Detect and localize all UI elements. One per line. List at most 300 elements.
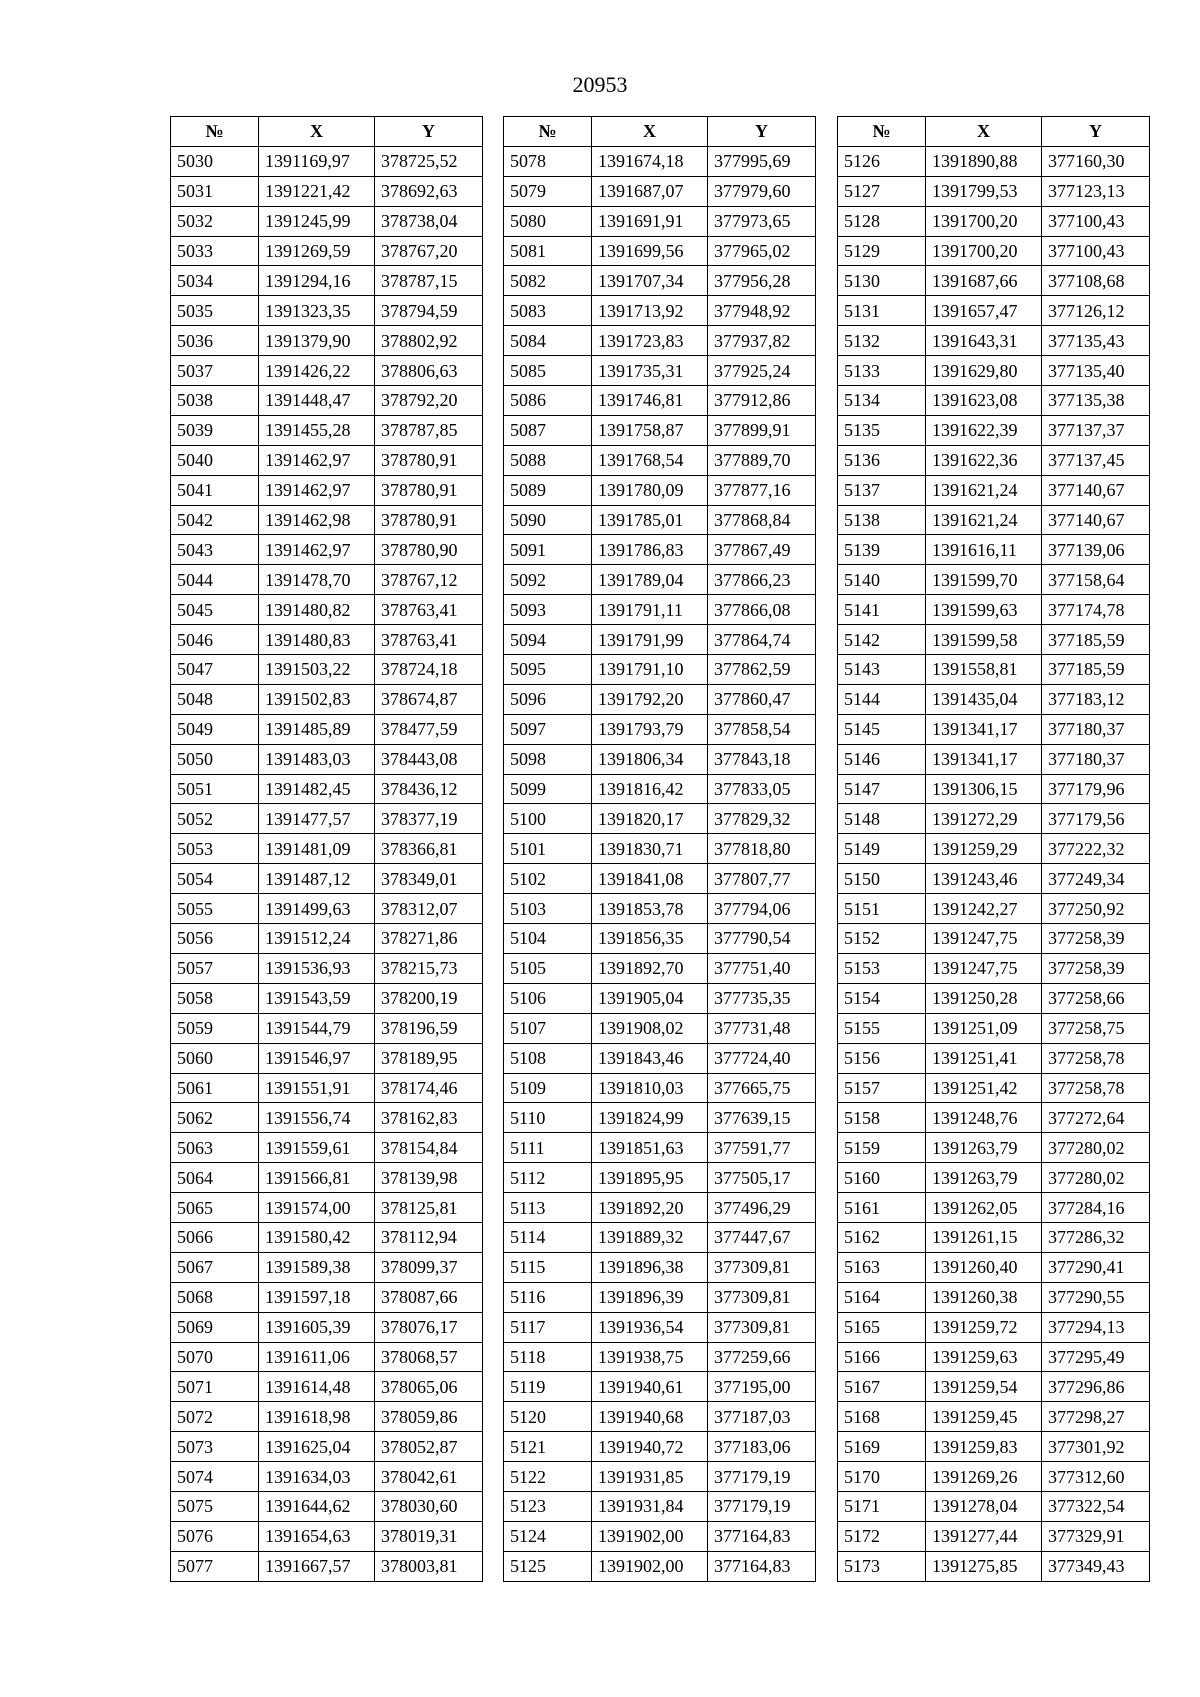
- point-number-cell: 5110: [504, 1103, 592, 1133]
- point-number-cell: 5114: [504, 1222, 592, 1252]
- point-number-cell: 5049: [171, 714, 259, 744]
- x-coordinate-cell: 1391559,61: [259, 1133, 375, 1163]
- y-coordinate-cell: 377284,16: [1042, 1193, 1150, 1223]
- y-coordinate-cell: 378794,59: [375, 296, 483, 326]
- y-coordinate-cell: 377877,16: [708, 475, 816, 505]
- point-number-cell: 5136: [838, 445, 926, 475]
- table-row: [171, 1372, 483, 1402]
- x-coordinate-cell: 1391275,85: [926, 1551, 1042, 1581]
- table-row: [504, 1312, 816, 1342]
- y-coordinate-cell: 378200,19: [375, 983, 483, 1013]
- y-coordinate-cell: 377591,77: [708, 1133, 816, 1163]
- point-number-cell: 5112: [504, 1163, 592, 1193]
- y-coordinate-cell: 378112,94: [375, 1222, 483, 1252]
- x-coordinate-cell: 1391625,04: [259, 1432, 375, 1462]
- x-coordinate-cell: 1391902,00: [592, 1551, 708, 1581]
- x-coordinate-cell: 1391791,99: [592, 625, 708, 655]
- x-coordinate-cell: 1391462,97: [259, 475, 375, 505]
- table-row: [504, 1551, 816, 1581]
- x-coordinate-cell: 1391455,28: [259, 415, 375, 445]
- table-row: [504, 684, 816, 714]
- x-coordinate-cell: 1391251,42: [926, 1073, 1042, 1103]
- x-coordinate-cell: 1391908,02: [592, 1013, 708, 1043]
- y-coordinate-cell: 377135,43: [1042, 326, 1150, 356]
- point-number-cell: 5145: [838, 714, 926, 744]
- point-number-cell: 5039: [171, 415, 259, 445]
- x-coordinate-cell: 1391536,93: [259, 953, 375, 983]
- table-row: [838, 1073, 1150, 1103]
- table-row: [504, 714, 816, 744]
- table-row: [504, 505, 816, 535]
- y-coordinate-cell: 377183,12: [1042, 684, 1150, 714]
- point-number-cell: 5087: [504, 415, 592, 445]
- x-coordinate-cell: 1391485,89: [259, 714, 375, 744]
- point-number-cell: 5109: [504, 1073, 592, 1103]
- x-coordinate-cell: 1391251,41: [926, 1043, 1042, 1073]
- x-coordinate-cell: 1391851,63: [592, 1133, 708, 1163]
- x-coordinate-cell: 1391841,08: [592, 864, 708, 894]
- table-row: [171, 894, 483, 924]
- x-coordinate-cell: 1391940,61: [592, 1372, 708, 1402]
- header-number: №: [838, 117, 926, 147]
- y-coordinate-cell: 378059,86: [375, 1402, 483, 1432]
- table-row: [171, 684, 483, 714]
- point-number-cell: 5108: [504, 1043, 592, 1073]
- x-coordinate-cell: 1391622,36: [926, 445, 1042, 475]
- x-coordinate-cell: 1391623,08: [926, 386, 1042, 416]
- y-coordinate-cell: 377185,59: [1042, 655, 1150, 685]
- x-coordinate-cell: 1391599,63: [926, 595, 1042, 625]
- table-row: [171, 625, 483, 655]
- x-coordinate-cell: 1391810,03: [592, 1073, 708, 1103]
- point-number-cell: 5052: [171, 804, 259, 834]
- x-coordinate-cell: 1391251,09: [926, 1013, 1042, 1043]
- x-coordinate-cell: 1391426,22: [259, 356, 375, 386]
- y-coordinate-cell: 378099,37: [375, 1252, 483, 1282]
- point-number-cell: 5122: [504, 1462, 592, 1492]
- point-number-cell: 5048: [171, 684, 259, 714]
- point-number-cell: 5107: [504, 1013, 592, 1043]
- x-coordinate-cell: 1391902,00: [592, 1521, 708, 1551]
- point-number-cell: 5086: [504, 386, 592, 416]
- x-coordinate-cell: 1391657,47: [926, 296, 1042, 326]
- y-coordinate-cell: 377862,59: [708, 655, 816, 685]
- table-row: [171, 774, 483, 804]
- table-row: [171, 296, 483, 326]
- x-coordinate-cell: 1391435,04: [926, 684, 1042, 714]
- y-coordinate-cell: 377349,43: [1042, 1551, 1150, 1581]
- point-number-cell: 5161: [838, 1193, 926, 1223]
- y-coordinate-cell: 377272,64: [1042, 1103, 1150, 1133]
- point-number-cell: 5047: [171, 655, 259, 685]
- x-coordinate-cell: 1391830,71: [592, 834, 708, 864]
- point-number-cell: 5150: [838, 864, 926, 894]
- point-number-cell: 5166: [838, 1342, 926, 1372]
- table-row: [838, 684, 1150, 714]
- y-coordinate-cell: 377807,77: [708, 864, 816, 894]
- x-coordinate-cell: 1391480,82: [259, 595, 375, 625]
- table-row: [171, 326, 483, 356]
- y-coordinate-cell: 377298,27: [1042, 1402, 1150, 1432]
- x-coordinate-cell: 1391245,99: [259, 206, 375, 236]
- table-row: [504, 1521, 816, 1551]
- x-coordinate-cell: 1391889,32: [592, 1222, 708, 1252]
- point-number-cell: 5113: [504, 1193, 592, 1223]
- table-row: [504, 1073, 816, 1103]
- point-number-cell: 5030: [171, 146, 259, 176]
- point-number-cell: 5075: [171, 1491, 259, 1521]
- table-row: [838, 1163, 1150, 1193]
- point-number-cell: 5078: [504, 146, 592, 176]
- table-row: [838, 535, 1150, 565]
- table-row: [504, 236, 816, 266]
- y-coordinate-cell: 378806,63: [375, 356, 483, 386]
- point-number-cell: 5147: [838, 774, 926, 804]
- point-number-cell: 5149: [838, 834, 926, 864]
- y-coordinate-cell: 378787,85: [375, 415, 483, 445]
- header-y: Y: [708, 117, 816, 147]
- x-coordinate-cell: 1391269,26: [926, 1462, 1042, 1492]
- table-row: [171, 744, 483, 774]
- point-number-cell: 5073: [171, 1432, 259, 1462]
- coordinates-table-2: [503, 116, 816, 1582]
- x-coordinate-cell: 1391480,83: [259, 625, 375, 655]
- y-coordinate-cell: 377183,06: [708, 1432, 816, 1462]
- point-number-cell: 5173: [838, 1551, 926, 1581]
- y-coordinate-cell: 377833,05: [708, 774, 816, 804]
- table-row: [838, 924, 1150, 954]
- y-coordinate-cell: 377322,54: [1042, 1491, 1150, 1521]
- x-coordinate-cell: 1391895,95: [592, 1163, 708, 1193]
- y-coordinate-cell: 378196,59: [375, 1013, 483, 1043]
- point-number-cell: 5031: [171, 176, 259, 206]
- point-number-cell: 5111: [504, 1133, 592, 1163]
- point-number-cell: 5038: [171, 386, 259, 416]
- y-coordinate-cell: 377100,43: [1042, 236, 1150, 266]
- y-coordinate-cell: 377818,80: [708, 834, 816, 864]
- table-row: [171, 1043, 483, 1073]
- point-number-cell: 5171: [838, 1491, 926, 1521]
- table-row: [171, 1252, 483, 1282]
- point-number-cell: 5063: [171, 1133, 259, 1163]
- table-row: [171, 804, 483, 834]
- table-row: [171, 445, 483, 475]
- table-row: [504, 1282, 816, 1312]
- y-coordinate-cell: 377179,96: [1042, 774, 1150, 804]
- x-coordinate-cell: 1391616,11: [926, 535, 1042, 565]
- y-coordinate-cell: 377286,32: [1042, 1222, 1150, 1252]
- x-coordinate-cell: 1391502,83: [259, 684, 375, 714]
- table-row: [171, 565, 483, 595]
- x-coordinate-cell: 1391543,59: [259, 983, 375, 1013]
- y-coordinate-cell: 377290,55: [1042, 1282, 1150, 1312]
- point-number-cell: 5148: [838, 804, 926, 834]
- table-row: [838, 475, 1150, 505]
- point-number-cell: 5036: [171, 326, 259, 356]
- table-row: [838, 206, 1150, 236]
- table-row: [171, 475, 483, 505]
- point-number-cell: 5106: [504, 983, 592, 1013]
- table-row: [171, 176, 483, 206]
- x-coordinate-cell: 1391785,01: [592, 505, 708, 535]
- point-number-cell: 5059: [171, 1013, 259, 1043]
- table-row: [504, 1252, 816, 1282]
- point-number-cell: 5080: [504, 206, 592, 236]
- point-number-cell: 5153: [838, 953, 926, 983]
- table-row: [838, 176, 1150, 206]
- table-row: [171, 864, 483, 894]
- table-row: [838, 236, 1150, 266]
- table-row: [838, 1013, 1150, 1043]
- x-coordinate-cell: 1391462,97: [259, 445, 375, 475]
- table-row: [838, 894, 1150, 924]
- x-coordinate-cell: 1391892,70: [592, 953, 708, 983]
- y-coordinate-cell: 378767,20: [375, 236, 483, 266]
- table-row: [171, 714, 483, 744]
- y-coordinate-cell: 378349,01: [375, 864, 483, 894]
- point-number-cell: 5099: [504, 774, 592, 804]
- point-number-cell: 5105: [504, 953, 592, 983]
- x-coordinate-cell: 1391462,98: [259, 505, 375, 535]
- x-coordinate-cell: 1391611,06: [259, 1342, 375, 1372]
- y-coordinate-cell: 377258,78: [1042, 1073, 1150, 1103]
- y-coordinate-cell: 377868,84: [708, 505, 816, 535]
- y-coordinate-cell: 377301,92: [1042, 1432, 1150, 1462]
- x-coordinate-cell: 1391691,91: [592, 206, 708, 236]
- table-row: [504, 1432, 816, 1462]
- y-coordinate-cell: 378738,04: [375, 206, 483, 236]
- point-number-cell: 5118: [504, 1342, 592, 1372]
- table-row: [504, 415, 816, 445]
- point-number-cell: 5157: [838, 1073, 926, 1103]
- y-coordinate-cell: 378068,57: [375, 1342, 483, 1372]
- point-number-cell: 5076: [171, 1521, 259, 1551]
- point-number-cell: 5124: [504, 1521, 592, 1551]
- table-row: [504, 1222, 816, 1252]
- x-coordinate-cell: 1391931,84: [592, 1491, 708, 1521]
- point-number-cell: 5079: [504, 176, 592, 206]
- x-coordinate-cell: 1391566,81: [259, 1163, 375, 1193]
- x-coordinate-cell: 1391605,39: [259, 1312, 375, 1342]
- y-coordinate-cell: 377925,24: [708, 356, 816, 386]
- y-coordinate-cell: 377258,66: [1042, 983, 1150, 1013]
- table-row: [838, 1402, 1150, 1432]
- table-row: [838, 445, 1150, 475]
- y-coordinate-cell: 378087,66: [375, 1282, 483, 1312]
- y-coordinate-cell: 378792,20: [375, 386, 483, 416]
- y-coordinate-cell: 378780,91: [375, 505, 483, 535]
- y-coordinate-cell: 377259,66: [708, 1342, 816, 1372]
- table-row: [504, 1372, 816, 1402]
- table-row: [504, 1193, 816, 1223]
- point-number-cell: 5044: [171, 565, 259, 595]
- point-number-cell: 5066: [171, 1222, 259, 1252]
- y-coordinate-cell: 377294,13: [1042, 1312, 1150, 1342]
- y-coordinate-cell: 378271,86: [375, 924, 483, 954]
- x-coordinate-cell: 1391260,40: [926, 1252, 1042, 1282]
- table-row: [171, 356, 483, 386]
- x-coordinate-cell: 1391481,09: [259, 834, 375, 864]
- x-coordinate-cell: 1391789,04: [592, 565, 708, 595]
- y-coordinate-cell: 378724,18: [375, 655, 483, 685]
- point-number-cell: 5163: [838, 1252, 926, 1282]
- x-coordinate-cell: 1391512,24: [259, 924, 375, 954]
- y-coordinate-cell: 377965,02: [708, 236, 816, 266]
- table-row: [838, 625, 1150, 655]
- x-coordinate-cell: 1391597,18: [259, 1282, 375, 1312]
- y-coordinate-cell: 377979,60: [708, 176, 816, 206]
- x-coordinate-cell: 1391503,22: [259, 655, 375, 685]
- point-number-cell: 5120: [504, 1402, 592, 1432]
- x-coordinate-cell: 1391644,62: [259, 1491, 375, 1521]
- point-number-cell: 5104: [504, 924, 592, 954]
- table-row: [838, 864, 1150, 894]
- y-coordinate-cell: 377505,17: [708, 1163, 816, 1193]
- point-number-cell: 5035: [171, 296, 259, 326]
- x-coordinate-cell: 1391780,09: [592, 475, 708, 505]
- x-coordinate-cell: 1391700,20: [926, 206, 1042, 236]
- point-number-cell: 5134: [838, 386, 926, 416]
- y-coordinate-cell: 377135,38: [1042, 386, 1150, 416]
- point-number-cell: 5142: [838, 625, 926, 655]
- point-number-cell: 5117: [504, 1312, 592, 1342]
- x-coordinate-cell: 1391482,45: [259, 774, 375, 804]
- x-coordinate-cell: 1391323,35: [259, 296, 375, 326]
- table-row: [504, 744, 816, 774]
- table-row: [504, 535, 816, 565]
- table-row: [171, 1402, 483, 1432]
- x-coordinate-cell: 1391896,38: [592, 1252, 708, 1282]
- point-number-cell: 5165: [838, 1312, 926, 1342]
- y-coordinate-cell: 377164,83: [708, 1551, 816, 1581]
- x-coordinate-cell: 1391462,97: [259, 535, 375, 565]
- table-row: [838, 1193, 1150, 1223]
- y-coordinate-cell: 377447,67: [708, 1222, 816, 1252]
- x-coordinate-cell: 1391700,20: [926, 236, 1042, 266]
- point-number-cell: 5040: [171, 445, 259, 475]
- y-coordinate-cell: 378052,87: [375, 1432, 483, 1462]
- y-coordinate-cell: 378019,31: [375, 1521, 483, 1551]
- point-number-cell: 5090: [504, 505, 592, 535]
- table-row: [504, 804, 816, 834]
- y-coordinate-cell: 377140,67: [1042, 505, 1150, 535]
- x-coordinate-cell: 1391758,87: [592, 415, 708, 445]
- point-number-cell: 5082: [504, 266, 592, 296]
- table-row: [838, 1462, 1150, 1492]
- table-row: [838, 1103, 1150, 1133]
- table-row: [838, 1521, 1150, 1551]
- x-coordinate-cell: 1391735,31: [592, 356, 708, 386]
- x-coordinate-cell: 1391294,16: [259, 266, 375, 296]
- table-row: [838, 1342, 1150, 1372]
- point-number-cell: 5168: [838, 1402, 926, 1432]
- point-number-cell: 5169: [838, 1432, 926, 1462]
- point-number-cell: 5132: [838, 326, 926, 356]
- point-number-cell: 5071: [171, 1372, 259, 1402]
- point-number-cell: 5158: [838, 1103, 926, 1133]
- y-coordinate-cell: 377731,48: [708, 1013, 816, 1043]
- table-row: [504, 326, 816, 356]
- table-row: [504, 176, 816, 206]
- point-number-cell: 5069: [171, 1312, 259, 1342]
- y-coordinate-cell: 377724,40: [708, 1043, 816, 1073]
- x-coordinate-cell: 1391940,68: [592, 1402, 708, 1432]
- x-coordinate-cell: 1391551,91: [259, 1073, 375, 1103]
- y-coordinate-cell: 377309,81: [708, 1312, 816, 1342]
- point-number-cell: 5067: [171, 1252, 259, 1282]
- point-number-cell: 5140: [838, 565, 926, 595]
- point-number-cell: 5123: [504, 1491, 592, 1521]
- table-row: [838, 774, 1150, 804]
- y-coordinate-cell: 377258,39: [1042, 924, 1150, 954]
- y-coordinate-cell: 377496,29: [708, 1193, 816, 1223]
- table-row: [171, 1521, 483, 1551]
- x-coordinate-cell: 1391242,27: [926, 894, 1042, 924]
- header-number: №: [171, 117, 259, 147]
- x-coordinate-cell: 1391483,03: [259, 744, 375, 774]
- table-row: [171, 834, 483, 864]
- point-number-cell: 5143: [838, 655, 926, 685]
- y-coordinate-cell: 377258,39: [1042, 953, 1150, 983]
- x-coordinate-cell: 1391580,42: [259, 1222, 375, 1252]
- y-coordinate-cell: 377290,41: [1042, 1252, 1150, 1282]
- point-number-cell: 5043: [171, 535, 259, 565]
- x-coordinate-cell: 1391843,46: [592, 1043, 708, 1073]
- y-coordinate-cell: 378174,46: [375, 1073, 483, 1103]
- header-x: X: [259, 117, 375, 147]
- y-coordinate-cell: 378366,81: [375, 834, 483, 864]
- point-number-cell: 5034: [171, 266, 259, 296]
- table-row: [171, 1163, 483, 1193]
- x-coordinate-cell: 1391259,72: [926, 1312, 1042, 1342]
- table-row: [504, 296, 816, 326]
- y-coordinate-cell: 377995,69: [708, 146, 816, 176]
- x-coordinate-cell: 1391546,97: [259, 1043, 375, 1073]
- x-coordinate-cell: 1391768,54: [592, 445, 708, 475]
- header-y: Y: [1042, 117, 1150, 147]
- y-coordinate-cell: 377329,91: [1042, 1521, 1150, 1551]
- point-number-cell: 5072: [171, 1402, 259, 1432]
- x-coordinate-cell: 1391654,63: [259, 1521, 375, 1551]
- y-coordinate-cell: 378377,19: [375, 804, 483, 834]
- y-coordinate-cell: 377187,03: [708, 1402, 816, 1432]
- point-number-cell: 5058: [171, 983, 259, 1013]
- point-number-cell: 5141: [838, 595, 926, 625]
- y-coordinate-cell: 377174,78: [1042, 595, 1150, 625]
- table-row: [838, 1282, 1150, 1312]
- coordinates-table-1: [170, 116, 483, 1582]
- x-coordinate-cell: 1391622,39: [926, 415, 1042, 445]
- table-row: [171, 1462, 483, 1492]
- table-row: [504, 655, 816, 685]
- x-coordinate-cell: 1391896,39: [592, 1282, 708, 1312]
- x-coordinate-cell: 1391247,75: [926, 924, 1042, 954]
- table-row: [838, 266, 1150, 296]
- x-coordinate-cell: 1391263,79: [926, 1133, 1042, 1163]
- point-number-cell: 5155: [838, 1013, 926, 1043]
- table-row: [504, 356, 816, 386]
- point-number-cell: 5097: [504, 714, 592, 744]
- y-coordinate-cell: 378787,15: [375, 266, 483, 296]
- point-number-cell: 5128: [838, 206, 926, 236]
- y-coordinate-cell: 378139,98: [375, 1163, 483, 1193]
- point-number-cell: 5037: [171, 356, 259, 386]
- point-number-cell: 5131: [838, 296, 926, 326]
- y-coordinate-cell: 377179,56: [1042, 804, 1150, 834]
- point-number-cell: 5062: [171, 1103, 259, 1133]
- point-number-cell: 5056: [171, 924, 259, 954]
- x-coordinate-cell: 1391599,58: [926, 625, 1042, 655]
